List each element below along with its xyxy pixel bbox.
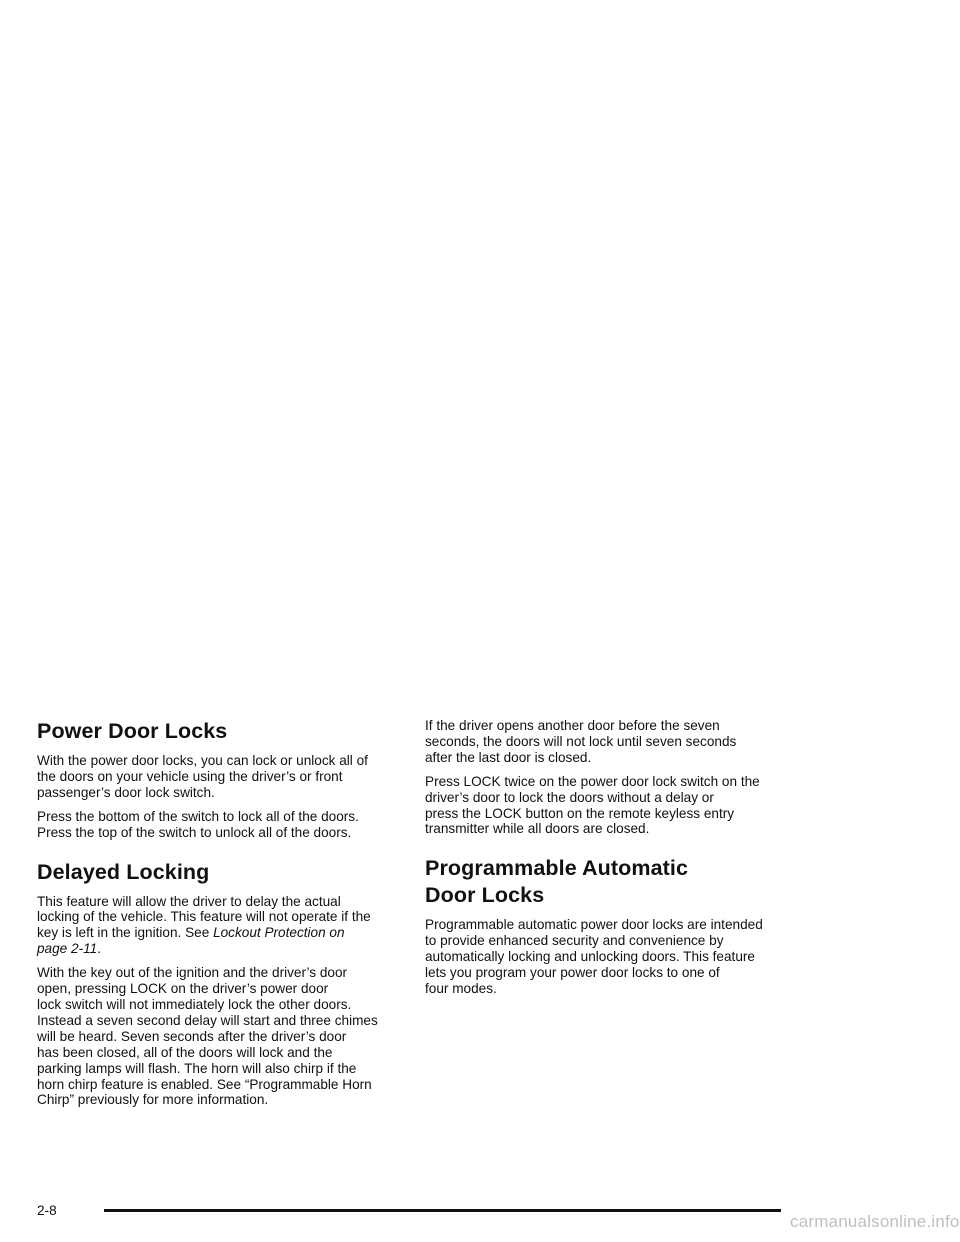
paragraph-text: . xyxy=(97,941,101,957)
heading-programmable-automatic-door-locks xyxy=(425,855,789,909)
watermark: carmanualsonline.info xyxy=(790,1212,960,1231)
paragraph-text: This feature will allow the driver to delay the actual locking of the vehicle. This feature will not operate if the key is left in the ignition. See xyxy=(37,893,371,941)
left-column xyxy=(37,718,401,1116)
paragraph-power-door-locks-switch: Press the bottom of the switch to lock all of the doors. Press the top of the switch to unlock all of the doors. xyxy=(37,808,359,840)
heading-line: Door Locks xyxy=(425,883,545,908)
heading-delayed-locking: Delayed Locking xyxy=(37,859,210,884)
heading-line: Programmable Automatic xyxy=(425,856,689,881)
cross-reference-link[interactable]: Lockout Protection on page 2-11 xyxy=(37,925,345,957)
paragraph-delayed-locking-intro xyxy=(37,894,401,958)
heading-power-door-locks: Power Door Locks xyxy=(37,719,228,743)
page-number: 2-8 xyxy=(37,1203,57,1218)
paragraph-lock-twice: Press LOCK twice on the power door lock switch on the driver’s door to lock the doors without a delay or press the LOCK button on the remote keyless entry transmitter while all doors are closed. xyxy=(425,773,760,837)
paragraph-delayed-locking-detail: With the key out of the ignition and the driver’s door open, pressing LOCK on the driver’s power door lock switch will not immediately lock the other doors. Instead a seven second delay will start and three chimes will be heard. Seven seconds after the driver’s door has been closed, all of the doors will lock and the parking lamps will flash. The horn will also chirp if the horn chirp feature is enabled. See “Programmable Horn Chirp” previously for more information. xyxy=(37,965,378,1108)
paragraph-seven-seconds: If the driver opens another door before the seven seconds, the doors will not lock until seven seconds after the last door is closed. xyxy=(425,718,737,765)
right-column xyxy=(425,718,789,1005)
paragraph-programmable-locks: Programmable automatic power door locks are intended to provide enhanced security and convenience by automatically locking and unlocking doors. This feature lets you program your power door locks to one of four modes. xyxy=(425,917,763,996)
footer-rule xyxy=(104,1209,781,1212)
paragraph-power-door-locks-intro: With the power door locks, you can lock or unlock all of the doors on your vehicle using the driver’s or front passenger’s door lock switch. xyxy=(37,753,368,800)
